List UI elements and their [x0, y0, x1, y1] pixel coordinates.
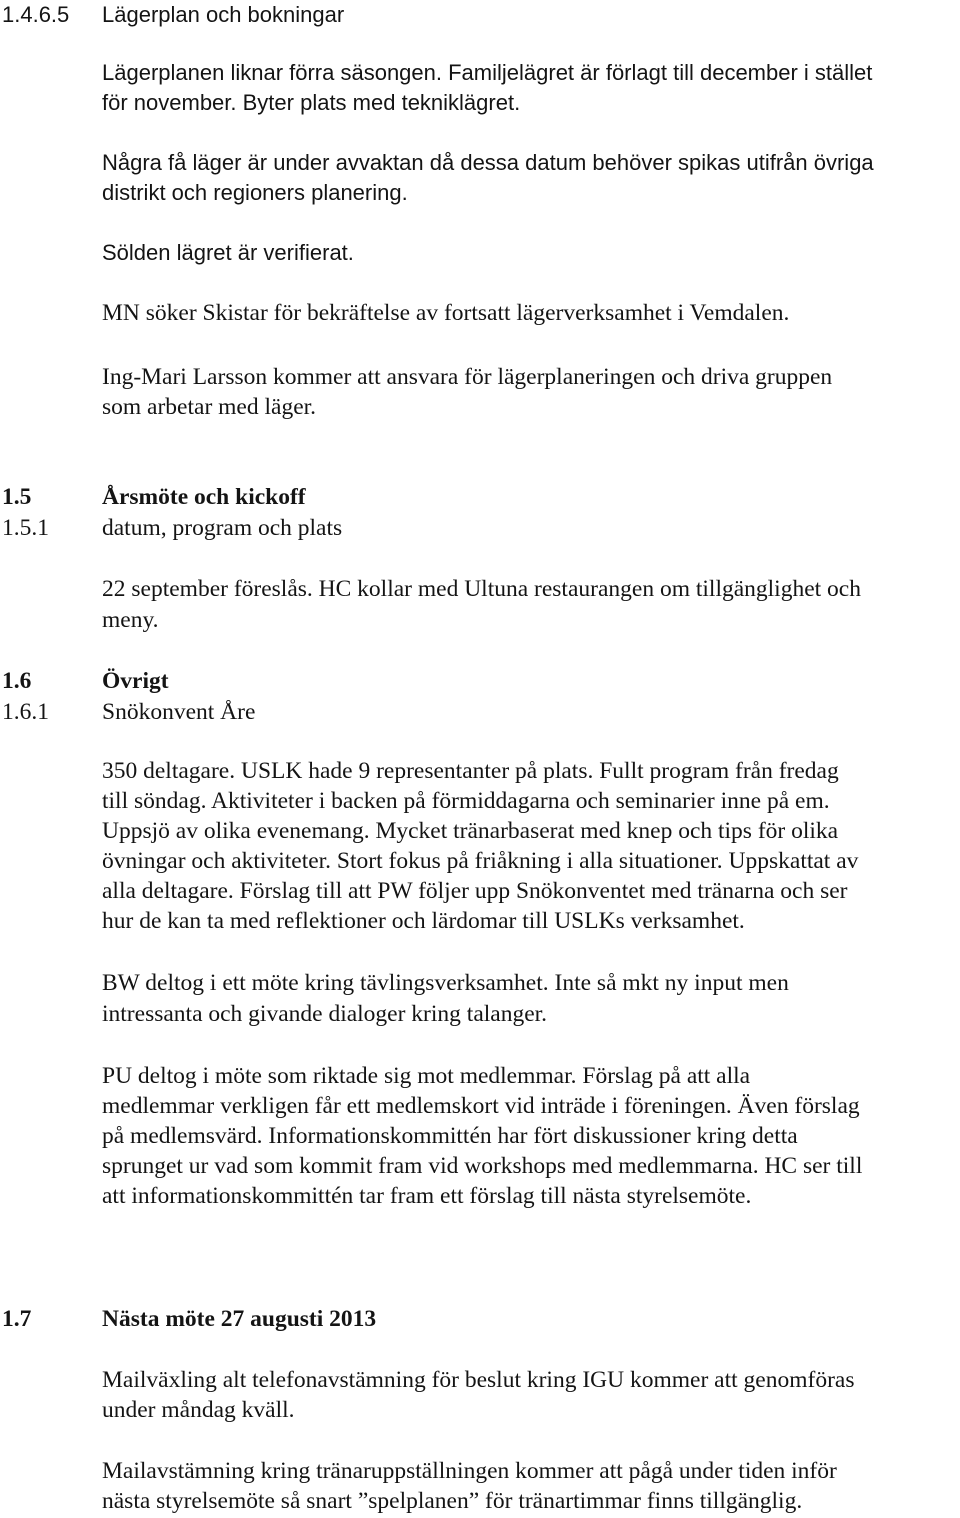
paragraph-line: distrikt och regioners planering.	[102, 180, 408, 205]
section-number: 1.5	[2, 484, 32, 510]
paragraph-line: övningar och aktiviteter. Stort fokus på friåkning i alla situationer. Uppskattat av	[102, 848, 859, 874]
section-heading: Övrigt	[102, 668, 169, 694]
paragraph-line: 350 deltagare. USLK hade 9 representanter på plats. Fullt program från fredag	[102, 758, 839, 784]
section-heading: Nästa möte 27 augusti 2013	[102, 1306, 377, 1332]
paragraph-line: Sölden lägret är verifierat.	[102, 240, 354, 265]
paragraph-line: på medlemsvärd. Informationskommittén har fört diskussioner kring detta	[102, 1123, 798, 1149]
paragraph-line: hur de kan ta med reflektioner och lärdomar till USLKs verksamhet.	[102, 908, 745, 934]
paragraph-line: medlemmar verkligen får ett medlemskort vid inträde i föreningen. Även förslag	[102, 1093, 860, 1119]
paragraph-line: Några få läger är under avvaktan då dessa datum behöver spikas utifrån övriga	[102, 150, 874, 175]
paragraph-line: under måndag kväll.	[102, 1397, 295, 1423]
section-number: 1.7	[2, 1306, 32, 1332]
paragraph-line: att informationskommittén tar fram ett förslag till nästa styrelsemöte.	[102, 1183, 752, 1209]
paragraph-line: 22 september föreslås. HC kollar med Ultuna restaurangen om tillgänglighet och	[102, 576, 861, 602]
paragraph-line: till söndag. Aktiviteter i backen på förmiddagarna och seminarier inne på em.	[102, 788, 830, 814]
paragraph-line: som arbetar med läger.	[102, 394, 317, 420]
paragraph-line: intressanta och givande dialoger kring talanger.	[102, 1001, 548, 1027]
paragraph-line: Uppsjö av olika evenemang. Mycket tränarbaserat med knep och tips för olika	[102, 818, 839, 844]
subsection-heading: Snökonvent Åre	[102, 699, 256, 725]
section-number: 1.4.6.5	[2, 2, 70, 27]
paragraph-line: MN söker Skistar för bekräftelse av fortsatt lägerverksamhet i Vemdalen.	[102, 300, 790, 326]
paragraph-line: Lägerplanen liknar förra säsongen. Familjelägret är förlagt till december i stället	[102, 60, 873, 85]
paragraph-line: alla deltagare. Förslag till att PW följer upp Snökonventet med tränarna och ser	[102, 878, 848, 904]
section-number: 1.6	[2, 668, 32, 694]
paragraph-line: BW deltog i ett möte kring tävlingsverksamhet. Inte så mkt ny input men	[102, 970, 789, 996]
subsection-heading: datum, program och plats	[102, 515, 343, 541]
subsection-number: 1.5.1	[2, 515, 49, 541]
paragraph-line: meny.	[102, 607, 159, 633]
section-heading: Årsmöte och kickoff	[102, 484, 306, 510]
paragraph-line: sprunget ur vad som kommit fram vid workshops med medlemmarna. HC ser till	[102, 1153, 863, 1179]
paragraph-line: Mailavstämning kring tränaruppställningen kommer att pågå under tiden inför	[102, 1458, 837, 1484]
paragraph-line: Mailväxling alt telefonavstämning för beslut kring IGU kommer att genomföras	[102, 1367, 855, 1393]
subsection-number: 1.6.1	[2, 699, 49, 725]
paragraph-line: PU deltog i möte som riktade sig mot medlemmar. Förslag på att alla	[102, 1063, 751, 1089]
paragraph-line: nästa styrelsemöte så snart ”spelplanen” för tränartimmar finns tillgänglig.	[102, 1488, 803, 1514]
section-heading: Lägerplan och bokningar	[102, 2, 345, 27]
paragraph-line: Ing-Mari Larsson kommer att ansvara för lägerplaneringen och driva gruppen	[102, 364, 833, 390]
paragraph-line: för november. Byter plats med tekniklägret.	[102, 90, 521, 115]
